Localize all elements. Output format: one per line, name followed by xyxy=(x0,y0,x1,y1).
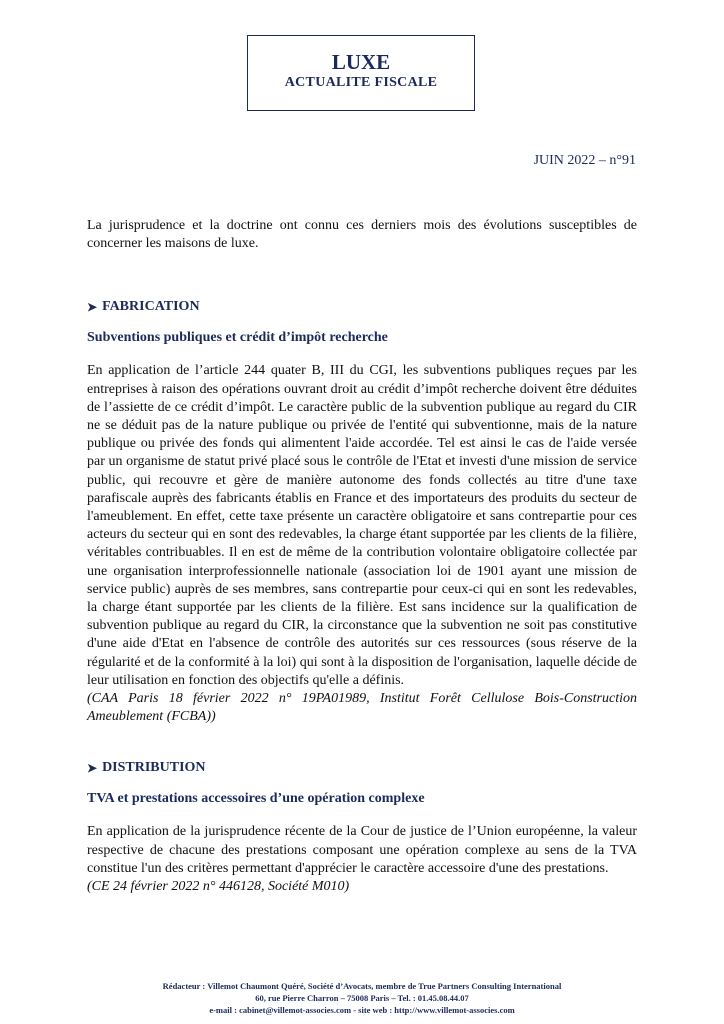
subsection-heading: Subventions publiques et crédit d’impôt recherche xyxy=(87,330,388,346)
newsletter-subtitle: ACTUALITE FISCALE xyxy=(284,75,438,90)
case-citation: (CAA Paris 18 février 2022 n° 19PA01989, Institut Forêt Cellulose Bois-Construction Ameublement (FCBA)) xyxy=(87,691,637,725)
section-heading-label: FABRICATION xyxy=(102,299,200,315)
arrow-bullet-icon: ➤ xyxy=(87,760,98,775)
section-heading-fabrication xyxy=(87,299,637,315)
newsletter-title: LUXE xyxy=(331,50,391,74)
section-heading-label: DISTRIBUTION xyxy=(102,760,206,776)
page-footer xyxy=(0,980,724,1016)
section-body: En application de la jurisprudence récente de la Cour de justice de l’Union européenne, la valeur respective de chacune des prestations composant une opération complexe au sens de la TVA constitue l'un des critères permettant d'apprécier le caractère accessoire d'une des prestations. xyxy=(87,824,637,876)
footer-editor-line: Rédacteur : Villemot Chaumont Quéré, Société d’Avocats, membre de True Partners Consulting International xyxy=(162,981,562,991)
subsection-heading: TVA et prestations accessoires d’une opération complexe xyxy=(87,791,425,807)
document-body xyxy=(87,217,637,896)
section-heading-distribution xyxy=(87,760,637,776)
newsletter-title-box xyxy=(247,35,475,111)
intro-paragraph: La jurisprudence et la doctrine ont connu ces derniers mois des évolutions susceptibles de concerner les maisons de luxe. xyxy=(87,218,637,252)
arrow-bullet-icon: ➤ xyxy=(87,299,98,314)
footer-contact-line: e-mail : cabinet@villemot-associes.com - site web : http://www.villemot-associes.com xyxy=(209,1005,515,1015)
issue-date: JUIN 2022 – n°91 xyxy=(533,153,636,168)
case-citation: (CE 24 février 2022 n° 446128, Société M010) xyxy=(87,879,350,895)
footer-address-line: 60, rue Pierre Charron – 75008 Paris – Tel. : 01.45.08.44.07 xyxy=(255,993,469,1003)
section-body: En application de l’article 244 quater B, III du CGI, les subventions publiques reçues par les entreprises à raison des opérations ouvrant droit au crédit d’impôt recherche doivent être déduites de l’assiette de ce crédit d’impôt. Le caractère public de la subvention publique au regard du CIR ne se déduit pas de la nature publique ou privée de l'entité qui subventionne, mais de la nature publique ou privée des fonds qui alimentent l'aide accordée. Tel est ainsi le cas de l'aide versée par un organisme de statut privé placé sous le contrôle de l'Etat et investi d'une mission de service public, qui recouvre et gère de manière autonome des fonds collectés au titre d'une taxe parafiscale auprès des fabricants établis en France et des importateurs des produits du secteur de l'ameublement. En effet, cette taxe présente un caractère obligatoire et sans contrepartie pour ces acteurs du secteur qui en sont des redevables, la charge étant supportée par les clients de la filière, véritables contribuables. Il en est de même de la contribution volontaire obligatoire collectée par une organisation interprofessionnelle nationale (association loi de 1901 ayant une mission de service public) auprès de ses membres, sans contrepartie pour ceux-ci qui en sont les redevables, la charge étant supportée par les clients de la filière. Est sans incidence sur la qualification de subvention publique au regard du CIR, la circonstance que la subvention ne soit pas constitutive d'une aide d'Etat en l'absence de contrôle des autorités sur ces ressources (sous réserve de la régularité et de la conformité à la loi) qui sont à la disposition de l'organisation, laquelle décide de leur utilisation en fonction des objectifs qu'elle a définis. xyxy=(87,363,637,688)
